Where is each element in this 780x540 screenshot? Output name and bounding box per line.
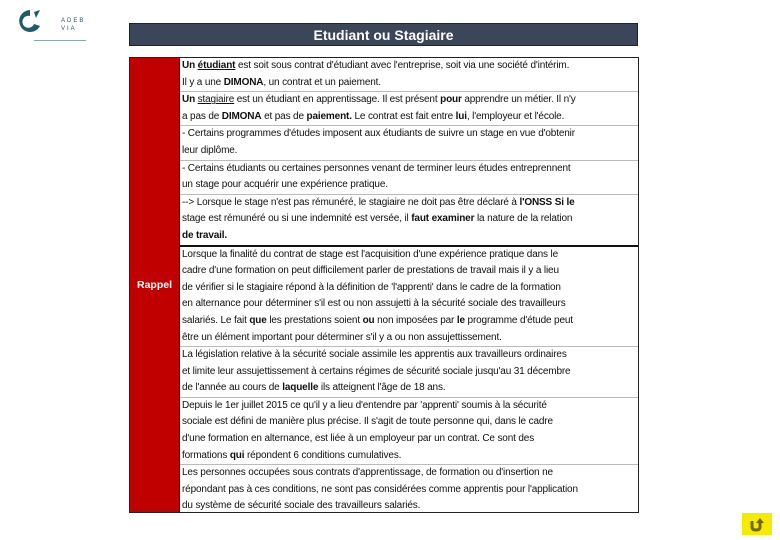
text-segment: et limite leur assujettissement à certains régimes de sécurité sociale jusqu'au 31 décembre <box>182 365 571 377</box>
table-body <box>180 58 638 512</box>
text-line <box>182 330 636 347</box>
text-segment: laquelle <box>282 382 319 394</box>
text-segment: stage n'est pas rémunéré, le stagiaire ne doit pas être déclaré à <box>241 196 520 208</box>
text-segment: Les personnes occupées sous contrats d'apprentissage, de formation ou d'insertion ne <box>182 467 553 479</box>
text-line <box>182 161 636 178</box>
text-segment: stage est rémunéré ou si une indemnité est versée, il <box>182 213 412 225</box>
text-segment: de travail. <box>182 229 228 241</box>
text-segment: Depuis le 1er juillet 2015 ce qu'il y a lieu d'entendre par 'apprenti' soumis à la sécurité <box>182 399 547 411</box>
text-line <box>182 75 636 92</box>
text-segment: cadre d'une formation on peut difficilement parler de prestations de travail mais il y a lieu <box>182 265 559 277</box>
text-segment: sociale est défini de manière plus précise. Il s'agit de toute personne qui, dans le cadre <box>182 416 553 428</box>
text-segment: Un <box>182 60 198 71</box>
logo-text: ADEB VIA <box>61 18 86 32</box>
text-segment: stagiaire <box>197 94 235 106</box>
text-segment: Un <box>182 94 198 106</box>
table-row <box>180 347 638 398</box>
logo-tagline <box>34 40 86 41</box>
text-segment: qui <box>229 449 245 461</box>
text-segment: la nature de la relation <box>474 213 573 225</box>
logo <box>16 8 86 36</box>
text-line <box>182 296 636 313</box>
text-segment: répondant pas à ces conditions, ne sont pas considérées comme apprentis pour l'application <box>182 483 578 495</box>
text-line <box>182 313 636 330</box>
text-segment: non imposées par <box>374 314 457 326</box>
text-line <box>182 92 636 109</box>
table-row <box>180 195 638 247</box>
text-segment: d'une formation en alternance, est liée à un employeur par un contrat. Ce sont des <box>182 433 535 445</box>
text-segment: --> <box>182 196 197 208</box>
text-line <box>182 465 636 482</box>
text-segment: l'ONSS Si le <box>519 196 575 208</box>
text-segment: Il y a une <box>182 76 224 88</box>
text-line <box>182 143 636 160</box>
text-segment: un stage pour acquérir une expérience pratique. <box>182 179 388 191</box>
text-segment: apprendre un métier. Il n'y <box>461 94 576 106</box>
text-line <box>182 347 636 364</box>
text-segment: leur diplôme. <box>182 144 238 156</box>
text-line <box>182 126 636 143</box>
text-line <box>182 228 636 245</box>
text-segment: faut examiner <box>411 213 475 225</box>
text-line <box>182 263 636 280</box>
text-segment: a pas de <box>182 110 222 122</box>
text-line <box>182 414 636 431</box>
text-line <box>182 498 636 515</box>
text-segment: , un contrat et un paiement. <box>263 76 381 88</box>
text-segment: que <box>249 314 267 326</box>
text-segment: est un étudiant en apprentissage. Il est présent <box>234 94 441 106</box>
text-segment: est soit sous contrat d'étudiant avec l'entreprise, soit via une société d'intérim. <box>235 60 570 71</box>
text-segment: salariés. Le fait <box>182 314 250 326</box>
text-segment: pour <box>440 94 462 106</box>
back-button[interactable] <box>742 513 772 535</box>
text-segment: Le contrat est fait entre <box>351 110 456 122</box>
text-line <box>182 177 636 194</box>
text-segment: les prestations soient <box>266 314 363 326</box>
table-row <box>180 465 638 515</box>
text-segment: être un élément important pour déterminer s'il y a ou non assujettissement. <box>182 331 502 343</box>
text-line <box>182 482 636 499</box>
text-segment: , l'employeur et l'école. <box>466 110 565 122</box>
table-row <box>180 398 638 465</box>
text-segment: ou <box>362 314 375 326</box>
text-segment: étudiant <box>197 60 236 71</box>
text-line <box>182 364 636 381</box>
text-segment: - Certains étudiants ou certaines personnes venant de terminer leurs études entreprennent <box>182 162 571 174</box>
text-segment: et pas de <box>261 110 307 122</box>
text-line <box>182 398 636 415</box>
text-segment: de l'année au cours de <box>182 382 283 394</box>
table-row <box>180 58 638 92</box>
text-line <box>182 195 636 212</box>
text-segment: paiement. <box>306 110 352 122</box>
text-segment: formations <box>182 449 230 461</box>
text-line <box>182 247 636 264</box>
table-row <box>180 247 638 348</box>
text-line <box>182 58 636 75</box>
text-line <box>182 431 636 448</box>
logo-leaf-icon <box>16 8 44 34</box>
text-line <box>182 280 636 297</box>
text-segment: ils atteignent l'âge de 18 ans. <box>318 382 446 394</box>
text-segment: Lorsque le <box>196 196 242 208</box>
content-table <box>129 57 639 513</box>
table-row <box>180 92 638 126</box>
text-segment: programme d'étude peut <box>464 314 573 326</box>
text-segment: du système de sécurité sociale des travailleurs salariés. <box>182 500 421 512</box>
text-segment: Lorsque la finalité du contrat de stage est l'acquisition d'une expérience pratique dans le <box>182 248 558 260</box>
text-segment: répondent 6 conditions cumulatives. <box>244 449 402 461</box>
text-segment: DIMONA <box>221 110 262 122</box>
return-arrow-icon <box>749 516 765 532</box>
page-title: Etudiant ou Stagiaire <box>129 23 638 46</box>
text-segment: en alternance pour déterminer s'il est ou non assujetti à la sécurité sociale des travailleurs <box>182 298 566 310</box>
table-row <box>180 126 638 160</box>
side-label: Rappel <box>130 58 180 512</box>
table-row <box>180 161 638 195</box>
text-line <box>182 380 636 397</box>
text-line <box>182 211 636 228</box>
text-segment: le <box>456 314 465 326</box>
text-segment: - Certains programmes d'études imposent aux étudiants de suivre un stage en vue d'obtenir <box>182 128 575 140</box>
text-segment: lui <box>455 110 467 122</box>
text-line <box>182 448 636 465</box>
text-segment: de vérifier si le stagiaire répond à la définition de 'l'apprenti' dans le cadre de la formation <box>182 281 561 293</box>
text-segment: DIMONA <box>223 76 264 88</box>
text-segment: La législation relative à la sécurité sociale assimile les apprentis aux travailleurs ordinaires <box>182 349 567 361</box>
text-line <box>182 109 636 126</box>
